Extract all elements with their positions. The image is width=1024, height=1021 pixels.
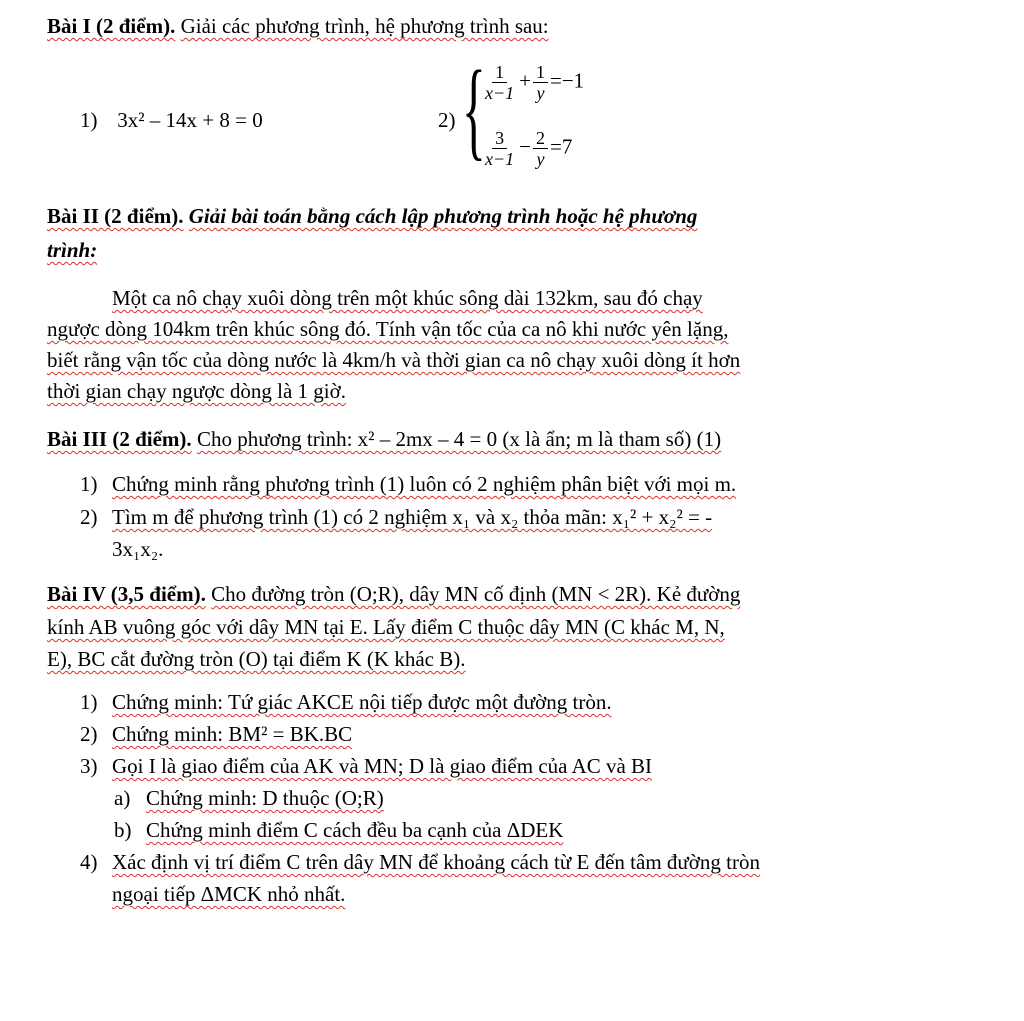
- frac-denominator: y: [536, 83, 545, 103]
- system-operator: +: [519, 68, 531, 93]
- bai2-para-line: Một ca nô chạy xuôi dòng trên một khúc sông dài 132km, sau đó chạy: [112, 286, 703, 310]
- item-label: 2): [80, 722, 98, 746]
- bai1-eq1: 3x² – 14x + 8 = 0: [117, 108, 263, 132]
- system-row-2: [480, 128, 572, 169]
- frac-numerator: 3: [492, 128, 507, 149]
- frac-numerator: 1: [533, 62, 548, 83]
- bai3-item-continued: 3x₁x₂.: [112, 537, 164, 561]
- bai4-subitem: [114, 818, 563, 843]
- fraction: [482, 128, 517, 169]
- bai4-item-continued: ngoại tiếp ΔMCK nhỏ nhất.: [112, 882, 346, 906]
- frac-numerator: 2: [533, 128, 548, 149]
- bai1-intro: Giải các phương trình, hệ phương trình sau:: [180, 14, 549, 38]
- bai4-subitem: [114, 786, 384, 811]
- bai2-para-line: biết rằng vận tốc của dòng nước là 4km/h và thời gian ca nô chạy xuôi dòng ít hơn: [47, 348, 741, 372]
- bai1-heading: Bài I (2 điểm).: [47, 14, 176, 38]
- bai2-heading: Bài II (2 điểm).: [47, 204, 184, 228]
- item-label: 1): [80, 472, 98, 496]
- item-label: 2): [80, 505, 98, 529]
- frac-denominator: x−1: [485, 149, 515, 169]
- item-text: Gọi I là giao điểm của AK và MN; D là giao điểm của AC và BI: [112, 754, 653, 778]
- bai4-intro-line: kính AB vuông góc với dây MN tại E. Lấy điểm C thuộc dây MN (C khác M, N,: [47, 615, 725, 639]
- bai3-heading: Bài III (2 điểm).: [47, 427, 192, 451]
- bai1-heading-line: [47, 14, 549, 39]
- bai2-title-line1: Giải bài toán bằng cách lập phương trình hoặc hệ phương: [188, 204, 698, 228]
- bai4-item: [80, 850, 760, 875]
- bai4-item: [80, 754, 652, 779]
- bai3-intro: Cho phương trình: x² – 2mx – 4 = 0 (x là ẩn; m là tham số) (1): [196, 427, 722, 451]
- item-label: 4): [80, 850, 98, 874]
- system-brace: {: [462, 48, 486, 170]
- item-label: 1): [80, 690, 98, 714]
- frac-denominator: y: [536, 149, 545, 169]
- frac-numerator: 1: [492, 62, 507, 83]
- item-text: Chứng minh: Tứ giác AKCE nội tiếp được một đường tròn.: [112, 690, 612, 714]
- system-rhs: =7: [549, 134, 573, 159]
- item-text: Chứng minh rằng phương trình (1) luôn có 2 nghiệm phân biệt với mọi m.: [112, 472, 737, 496]
- item-label: a): [114, 786, 131, 810]
- item-label: 3): [80, 754, 98, 778]
- fraction: [482, 62, 517, 103]
- bai1-eq1-line: [80, 108, 263, 133]
- bai2-title-line2: trình:: [47, 238, 98, 262]
- bai4-intro-line: E), BC cắt đường tròn (O) tại điểm K (K khác B).: [47, 647, 466, 671]
- fraction: [533, 128, 548, 169]
- bai1-eq2-label: 2): [438, 108, 456, 132]
- item-text: Chứng minh: D thuộc (O;R): [146, 786, 384, 810]
- bai2-para-line: thời gian chạy ngược dòng là 1 giờ.: [47, 379, 346, 403]
- system-rhs: =−1: [549, 68, 585, 93]
- frac-denominator: x−1: [485, 83, 515, 103]
- item-text: Tìm m để phương trình (1) có 2 nghiệm x₁ và x₂ thỏa mãn: x₁² + x₂² = -: [112, 505, 713, 529]
- bai4-intro-line: Cho đường tròn (O;R), dây MN cố định (MN < 2R). Kẻ đường: [211, 582, 741, 606]
- bai4-heading-line: [47, 582, 740, 607]
- item-text: Chứng minh: BM² = BK.BC: [112, 722, 353, 746]
- bai2-heading-line: [47, 204, 697, 229]
- system-operator: −: [519, 134, 531, 159]
- item-text: Xác định vị trí điểm C trên dây MN để khoảng cách từ E đến tâm đường tròn: [112, 850, 760, 874]
- bai4-item: [80, 722, 352, 747]
- bai3-item: [80, 472, 736, 497]
- system-row-1: [480, 62, 584, 103]
- bai2-para-line: ngược dòng 104km trên khúc sông đó. Tính vận tốc của ca nô khi nước yên lặng,: [47, 317, 729, 341]
- bai4-heading: Bài IV (3,5 điểm).: [47, 582, 206, 606]
- bai1-eq1-label: 1): [80, 108, 98, 132]
- bai3-item: [80, 505, 712, 530]
- item-text: Chứng minh điểm C cách đều ba cạnh của ΔDEK: [146, 818, 564, 842]
- fraction: [533, 62, 548, 103]
- bai4-item: [80, 690, 612, 715]
- item-label: b): [114, 818, 132, 842]
- bai3-heading-line: [47, 427, 721, 452]
